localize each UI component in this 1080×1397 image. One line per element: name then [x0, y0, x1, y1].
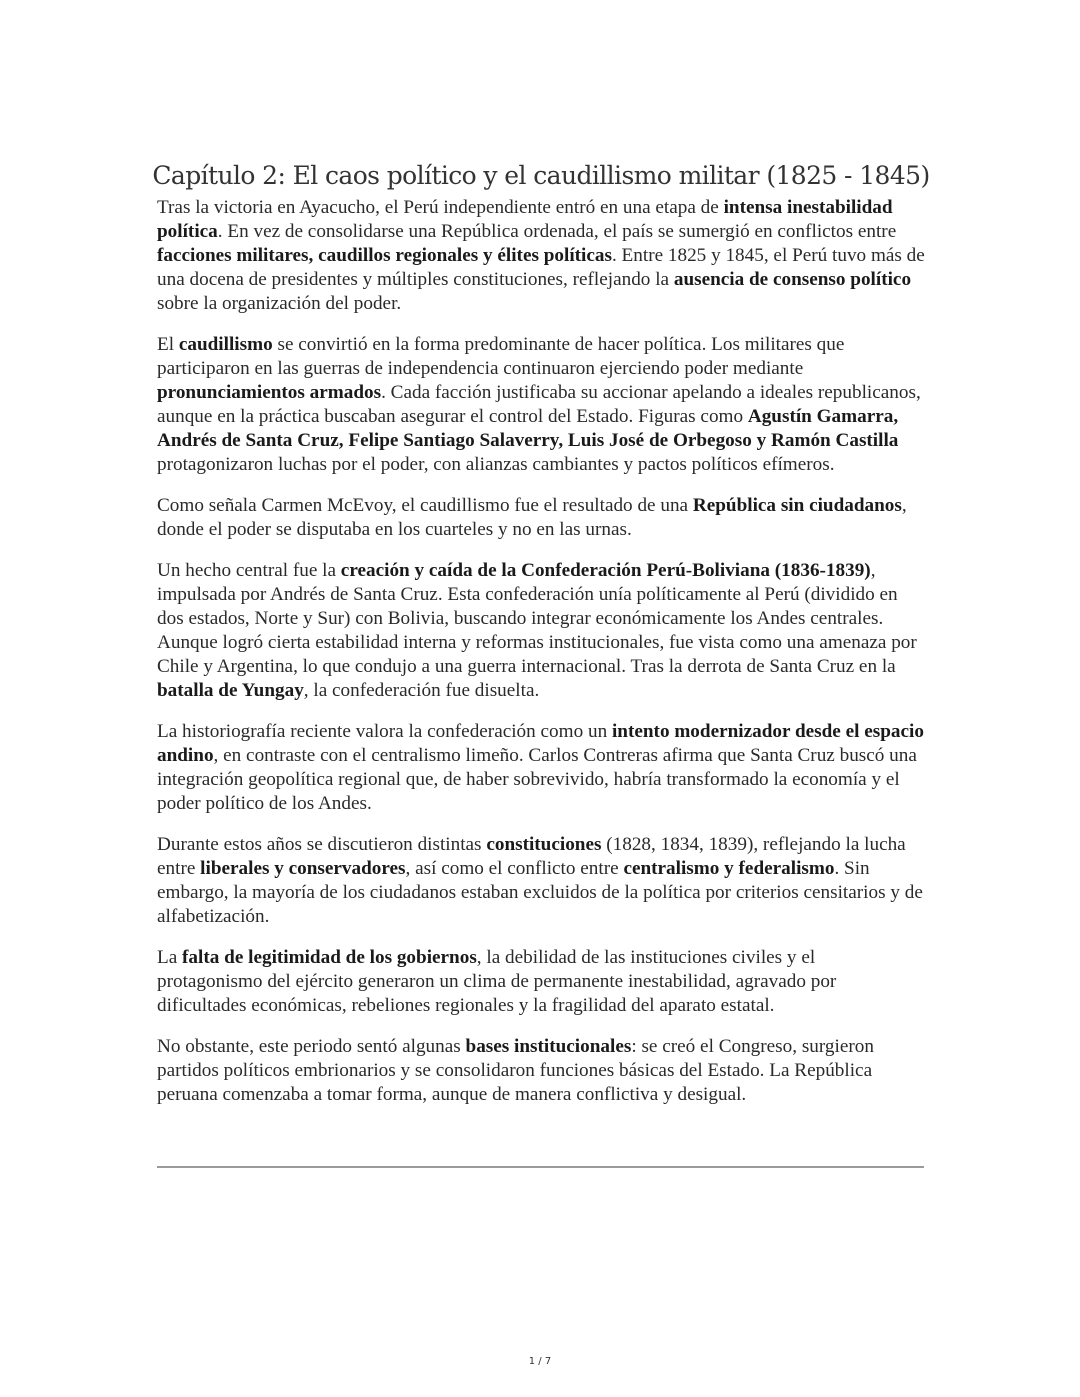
paragraph — [157, 196, 925, 316]
text-run: , la confederación fue disuelta. — [303, 680, 540, 701]
bold-text: intensa inestabilidad política — [157, 197, 893, 242]
bold-text: Agustín Gamarra, Andrés de Santa Cruz, Felipe Santiago Salaverry, Luis José de Orbegoso y Ramón Castilla — [157, 406, 899, 451]
bold-text: intento modernizador desde el espacio andino — [157, 721, 924, 766]
page-number: 1 / 7 — [528, 1356, 552, 1367]
bold-text: pronunciamientos armados — [157, 382, 382, 403]
bold-text: creación y caída de la Confederación Perú-Boliviana (1836-1839) — [340, 560, 871, 581]
text-run: , impulsada por Andrés de Santa Cruz. Esta confederación unía políticamente al Perú (dividido en dos estados, Norte y Sur) con Bolivia, buscando integrar económicamente los Andes centrales. Aunque logró cierta estabilidad interna y reformas institucionales, fue vista como una amenaza por Chile y Argentina, lo que condujo a una guerra internacional. Tras la derrota de Santa Cruz en la — [157, 560, 917, 677]
text-run: La historiografía reciente valora la confederación como un — [157, 721, 612, 742]
paragraph — [157, 333, 925, 477]
text-run: La — [157, 947, 183, 968]
text-run: . Cada facción justificaba su accionar apelando a ideales republicanos, aunque en la práctica buscaban asegurar el control del Estado. Figuras como — [157, 382, 921, 427]
paragraph — [157, 720, 925, 816]
text-run: protagonizaron luchas por el poder, con alianzas cambiantes y pactos políticos efímeros. — [157, 454, 835, 475]
text-run: sobre la organización del poder. — [157, 293, 402, 314]
text-run: . Entre 1825 y 1845, el Perú tuvo más de una docena de presidentes y múltiples constituciones, reflejando la — [157, 245, 925, 290]
bold-text: ausencia de consenso político — [673, 269, 912, 290]
bold-text: República sin ciudadanos — [692, 495, 902, 516]
text-run: Durante estos años se discutieron distintas — [157, 834, 487, 855]
text-run: El — [157, 334, 179, 355]
bold-text: centralismo y federalismo — [623, 858, 835, 879]
text-run: (1828, 1834, 1839), reflejando la lucha entre — [157, 834, 906, 879]
text-run: Tras la victoria en Ayacucho, el Perú independiente entró en una etapa de — [157, 197, 724, 218]
document-page — [152, 160, 930, 1124]
text-run: , donde el poder se disputaba en los cuarteles y no en las urnas. — [157, 495, 907, 540]
bold-text: caudillismo — [178, 334, 273, 355]
text-run: , en contraste con el centralismo limeño. Carlos Contreras afirma que Santa Cruz buscó una integración geopolítica regional que, de haber sobrevivido, habría transformado la economía y el poder político de los Andes. — [157, 745, 917, 814]
bold-text: falta de legitimidad de los gobiernos — [182, 947, 477, 968]
paragraph — [157, 946, 925, 1018]
text-run: No obstante, este periodo sentó algunas — [157, 1036, 466, 1057]
bold-text: liberales y conservadores — [200, 858, 406, 879]
text-run: . En vez de consolidarse una República ordenada, el país se sumergió en conflictos entre — [217, 221, 897, 242]
bold-text: batalla de Yungay — [157, 680, 304, 701]
paragraph — [157, 559, 925, 703]
text-run: se convirtió en la forma predominante de hacer política. Los militares que participaron en las guerras de independencia continuaron ejerciendo poder mediante — [157, 334, 845, 379]
paragraph — [157, 833, 925, 929]
text-run: , así como el conflicto entre — [405, 858, 624, 879]
text-run: : se creó el Congreso, surgieron partidos políticos embrionarios y se consolidaron funciones básicas del Estado. La República peruana comenzaba a tomar forma, aunque de manera conflictiva y desigual. — [157, 1036, 874, 1105]
bold-text: constituciones — [486, 834, 602, 855]
bold-text: bases institucionales — [465, 1036, 632, 1057]
horizontal-rule — [157, 1166, 924, 1168]
paragraph — [157, 1035, 925, 1107]
paragraph — [157, 494, 925, 542]
bold-text: facciones militares, caudillos regionales y élites políticas — [157, 245, 612, 266]
text-run: , la debilidad de las instituciones civiles y el protagonismo del ejército generaron un clima de permanente inestabilidad, agravado por dificultades económicas, rebeliones regionales y la fragilidad del aparato estatal. — [157, 947, 837, 1016]
chapter-title: Capítulo 2: El caos político y el caudillismo militar (1825 - 1845) — [152, 161, 930, 190]
body-text — [157, 196, 925, 1107]
text-run: Un hecho central fue la — [157, 560, 341, 581]
text-run: . Sin embargo, la mayoría de los ciudadanos estaban excluidos de la política por criterios censitarios y de alfabetización. — [157, 858, 923, 927]
text-run: Como señala Carmen McEvoy, el caudillismo fue el resultado de una — [157, 495, 693, 516]
